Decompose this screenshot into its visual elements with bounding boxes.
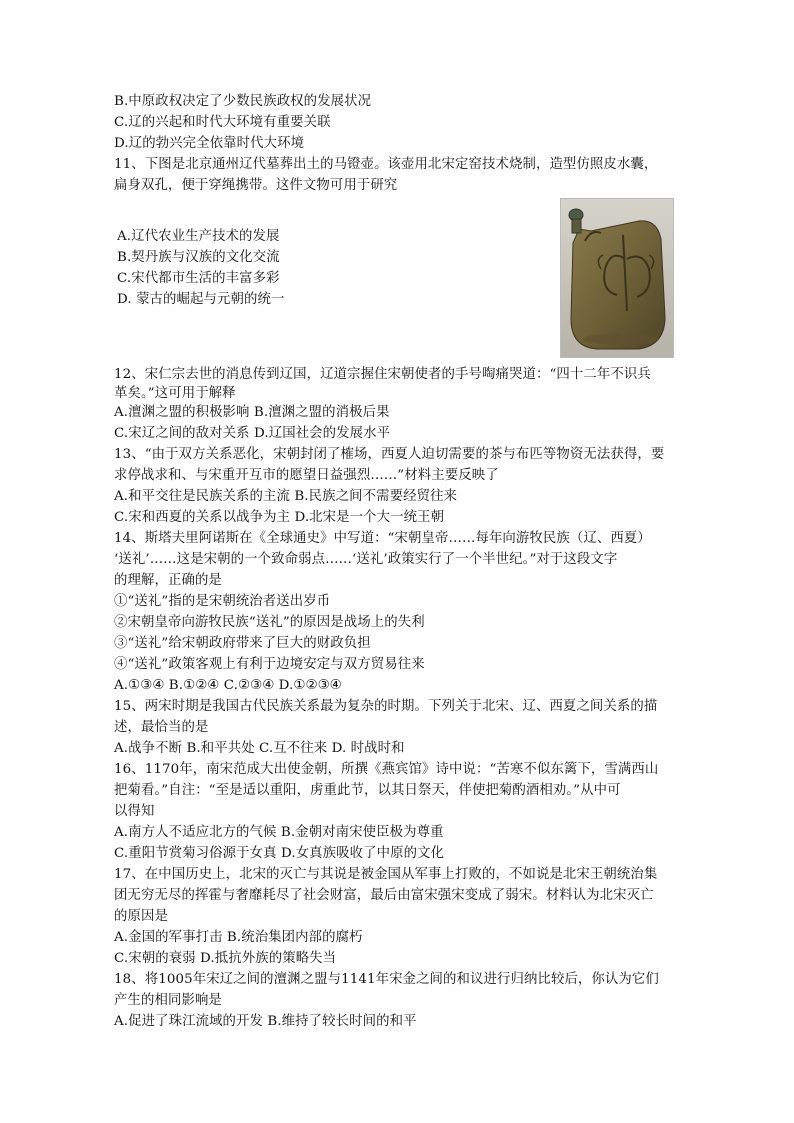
q13-options-cd: C.宋和西夏的关系以战争为主 D.北宋是一个大一统王朝 (114, 510, 445, 525)
q14-stem-line-1: 14、斯塔夫里阿诺斯在《全球通史》中写道：“宋朝皇帝……每年向游牧民族（辽、西夏） (114, 531, 651, 546)
q11-option-b: B.契丹族与汉族的文化交流 (117, 250, 280, 265)
q12-options-cd: C.宋辽之间的敌对关系 D.辽国社会的发展水平 (114, 426, 391, 441)
q18-stem-line-1: 18、将1005年宋辽之间的澶渊之盟与1141年宋金之间的和议进行归纳比较后，你认为它们 (114, 972, 659, 987)
q16-stem-line-1: 16、1170年，南宋范成大出使金朝，所撰《燕宾馆》诗中说：“苦寒不似东篱下，雪满西山 (114, 762, 659, 777)
q18-options-ab: A.促进了珠江流域的开发 B.维持了较长时间的和平 (114, 1014, 417, 1029)
q17-options-ab: A.金国的军事打击 B.统治集团内部的腐朽 (114, 930, 363, 945)
q10-option-c: C.辽的兴起和时代大环境有重要关联 (114, 115, 331, 130)
q14-statement-2: ②宋朝皇帝向游牧民族“送礼”的原因是战场上的失利 (114, 615, 425, 630)
q12-options-ab: A.澶渊之盟的积极影响 B.澶渊之盟的消极后果 (114, 405, 390, 420)
q13-options-ab: A.和平交往是民族关系的主流 B.民族之间不需要经贸往来 (114, 489, 458, 504)
q11-option-c: C.宋代都市生活的丰富多彩 (117, 271, 280, 286)
q15-stem-line-2: 述，最恰当的是 (114, 720, 209, 735)
q14-stem-line-2: ‘送礼’……这是宋朝的一个致命弱点……‘送礼’政策实行了一个半世纪。”对于这段文字 (114, 552, 618, 567)
q13-stem-line-1: 13、“由于双方关系恶化，宋朝封闭了榷场，西夏人迫切需要的茶与布匹等物资无法获得，要 (114, 447, 665, 462)
q12-stem-line-2: 革矣。”这可用于解释 (114, 386, 236, 401)
q11-stem-line-1: 11、下图是北京通州辽代墓葬出土的马镫壶。该壶用北宋定窑技术烧制，造型仿照皮水囊， (114, 157, 658, 172)
q13-stem-line-2: 求停战求和、与宋重开互市的愿望日益强烈……”材料主要反映了 (114, 468, 499, 483)
q17-stem-line-1: 17、在中国历史上，北宋的灭亡与其说是被金国从军事上打败的，不如说是北宋王朝统治集 (114, 867, 658, 882)
q11-option-d: D. 蒙古的崛起与元朝的统一 (117, 292, 285, 307)
q14-statement-3: ③“送礼”给宋朝政府带来了巨大的财政负担 (114, 636, 371, 651)
q14-stem-line-3: 的理解，正确的是 (114, 573, 222, 588)
q17-stem-line-2: 团无穷无尽的挥霍与奢靡耗尽了社会财富，最后由富宋强宋变成了弱宋。材料认为北宋灭亡 (114, 888, 654, 903)
q17-stem-line-3: 的原因是 (114, 909, 168, 924)
q14-statement-1: ①“送礼”指的是宋朝统治者送出岁币 (114, 594, 331, 609)
q10-option-d: D.辽的勃兴完全依靠时代大环境 (114, 136, 305, 151)
q11-option-a: A.辽代农业生产技术的发展 (117, 229, 280, 244)
q11-stem-line-2: 扁身双孔，便于穿绳携带。这件文物可用于研究 (114, 178, 398, 193)
q14-options: A.①③④ B.①②④ C.②③④ D.①②③④ (114, 678, 342, 693)
stirrup-flask-photo (560, 198, 674, 358)
q18-stem-line-2: 产生的相同影响是 (114, 993, 222, 1008)
q14-statement-4: ④“送礼”政策客观上有利于边境安定与双方贸易往来 (114, 657, 425, 672)
q17-options-cd: C.宋朝的衰弱 D.抵抗外族的策略失当 (114, 951, 337, 966)
q16-stem-line-3: 以得知 (114, 804, 155, 819)
q15-stem-line-1: 15、两宋时期是我国古代民族关系最为复杂的时期。下列关于北宋、辽、西夏之间关系的描 (114, 699, 658, 714)
q15-options: A.战争不断 B.和平共处 C.互不往来 D. 时战时和 (114, 741, 405, 756)
q10-option-b: B.中原政权决定了少数民族政权的发展状况 (114, 94, 372, 109)
q12-stem-line-1: 12、宋仁宗去世的消息传到辽国，辽道宗握住宋朝使者的手号啕痛哭道：“四十二年不识兵 (114, 367, 651, 382)
q16-options-cd: C.重阳节赏菊习俗源于女真 D.女真族吸收了中原的文化 (114, 846, 445, 861)
q16-options-ab: A.南方人不适应北方的气候 B.金朝对南宋使臣极为尊重 (114, 825, 444, 840)
q16-stem-line-2: 把菊看。”自注：“至是适以重阳，虏重此节，以其日祭天，伴使把菊酌酒相劝。”从中可 (114, 783, 621, 798)
